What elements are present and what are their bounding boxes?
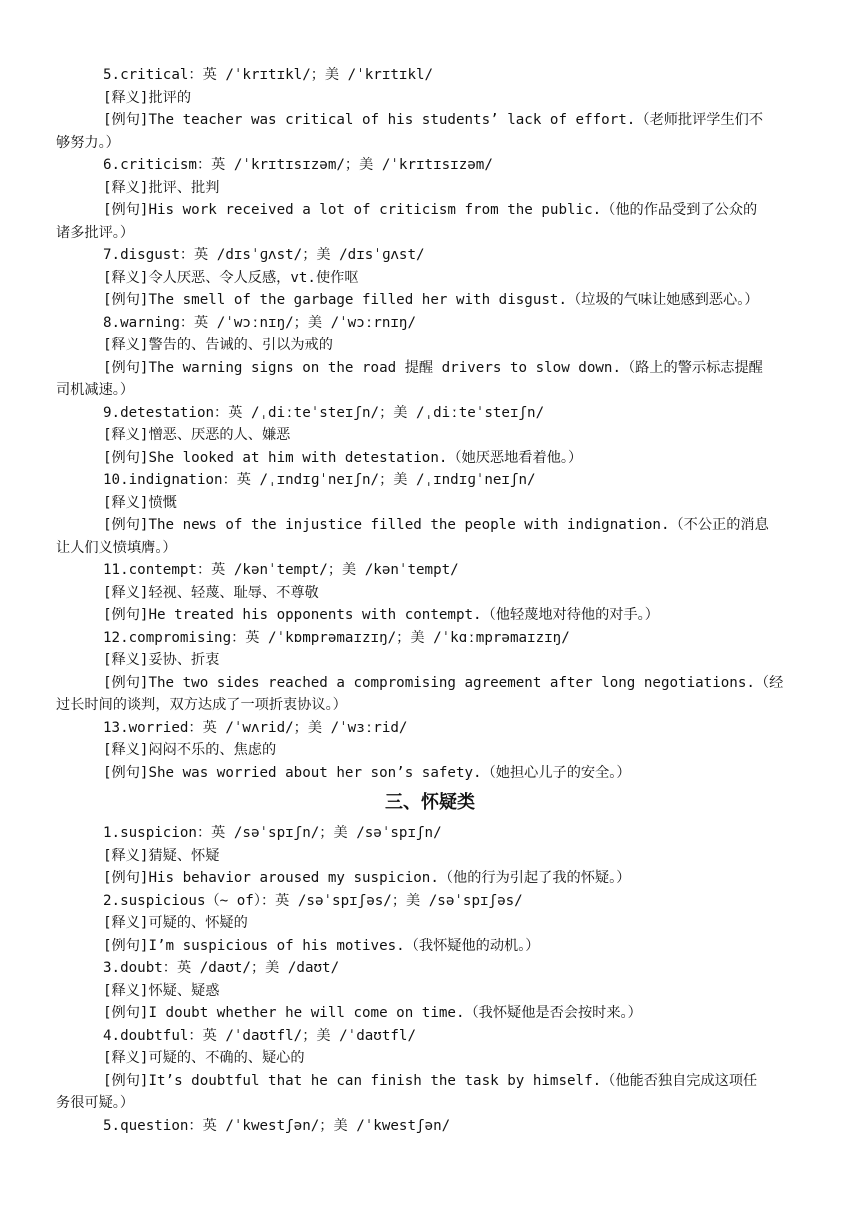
example-continuation-line: 够努力。） (56, 134, 120, 151)
example-continuation-line: 过长时间的谈判，双方达成了一项折衷协议。） (56, 697, 347, 713)
vocab-entry-line: 3.doubt：英 /daʊt/；美 /daʊt/ (103, 960, 340, 976)
document-page (0, 64, 860, 1137)
definition-line: [释义]愤慨 (103, 494, 177, 511)
example-continuation-line: 司机减速。） (56, 382, 135, 398)
definition-line: [释义]闷闷不乐的、焦虑的 (103, 742, 277, 758)
vocab-entry-line: 5.critical：英 /ˈkrɪtɪkl/；美 /ˈkrɪtɪkl/ (103, 67, 434, 83)
definition-line: [释义]怀疑、疑惑 (103, 982, 220, 999)
example-line: [例句]The two sides reached a compromising agreement after long negotiations.（经 (103, 674, 784, 691)
definition-line: [释义]警告的、告诫的、引以为戒的 (103, 337, 333, 353)
example-line: [例句]The smell of the garbage filled her with disgust.（垃圾的气味让她感到恶心。） (103, 292, 759, 308)
definition-line: [释义]妥协、折衷 (103, 652, 220, 668)
example-line: [例句]It’s doubtful that he can finish the task by himself.（他能否独自完成这项任 (103, 1072, 758, 1089)
definition-line: [释义]可疑的、怀疑的 (103, 915, 248, 931)
section-heading: 三、怀疑类 (385, 792, 475, 813)
definition-line: [释义]批评的 (103, 89, 192, 106)
vocab-entry-line: 6.criticism：英 /ˈkrɪtɪsɪzəm/；美 /ˈkrɪtɪsɪzəm/ (103, 157, 493, 173)
definition-line: [释义]批评、批判 (103, 179, 220, 196)
definition-line: [释义]令人厌恶、令人反感，vt.使作呕 (103, 269, 359, 286)
vocab-entry-line: 13.worried：英 /ˈwʌrid/；美 /ˈwɜːrid/ (103, 719, 408, 736)
vocab-entry-line: 2.suspicious（~ of）：英 /səˈspɪʃəs/；美 /səˈspɪʃəs/ (103, 892, 523, 909)
definition-line: [释义]猜疑、怀疑 (103, 847, 220, 864)
example-continuation-line: 让人们义愤填膺。） (56, 539, 177, 556)
example-line: [例句]The warning signs on the road 提醒 drivers to slow down.（路上的警示标志提醒 (103, 359, 763, 376)
example-line: [例句]I doubt whether he will come on time.（我怀疑他是否会按时来。） (103, 1005, 642, 1021)
example-continuation-line: 务很可疑。） (56, 1095, 135, 1111)
vocab-entry-line: 4.doubtful：英 /ˈdaʊtfl/；美 /ˈdaʊtfl/ (103, 1027, 416, 1044)
vocab-entry-line: 11.contempt：英 /kənˈtempt/；美 /kənˈtempt/ (103, 562, 459, 578)
example-line: [例句]He treated his opponents with contempt.（他轻蔑地对待他的对手。） (103, 607, 659, 623)
vocab-entry-line: 7.disgust：英 /dɪsˈɡʌst/；美 /dɪsˈɡʌst/ (103, 247, 425, 263)
example-line: [例句]The teacher was critical of his students’ lack of effort.（老师批评学生们不 (103, 112, 764, 128)
example-line: [例句]She was worried about her son’s safety.（她担心儿子的安全。） (103, 764, 631, 781)
vocab-entry-line: 5.question：英 /ˈkwestʃən/；美 /ˈkwestʃən/ (103, 1117, 451, 1134)
example-line: [例句]She looked at him with detestation.（她厌恶地看着他。） (103, 449, 583, 466)
definition-line: [释义]憎恶、厌恶的人、嫌恶 (103, 427, 291, 443)
example-line: [例句]The news of the injustice filled the people with indignation.（不公正的消息 (103, 517, 769, 533)
example-continuation-line: 诸多批评。） (56, 224, 135, 241)
definition-line: [释义]轻视、轻蔑、耻辱、不尊敬 (103, 584, 319, 601)
example-line: [例句]His work received a lot of criticism from the public.（他的作品受到了公众的 (103, 202, 758, 218)
example-line: [例句]I’m suspicious of his motives.（我怀疑他的动机。） (103, 937, 540, 954)
definition-line: [释义]可疑的、不确的、疑心的 (103, 1050, 305, 1066)
vocab-entry-line: 9.detestation：英 /ˌdiːteˈsteɪʃn/；美 /ˌdiːteˈsteɪʃn/ (103, 404, 545, 421)
vocab-entry-line: 10.indignation：英 /ˌɪndɪɡˈneɪʃn/；美 /ˌɪndɪɡˈneɪʃn/ (103, 472, 536, 488)
vocab-entry-line: 8.warning：英 /ˈwɔːnɪŋ/；美 /ˈwɔːrnɪŋ/ (103, 314, 416, 331)
vocab-entry-line: 1.suspicion：英 /səˈspɪʃn/；美 /səˈspɪʃn/ (103, 825, 442, 841)
vocab-entry-line: 12.compromising：英 /ˈkɒmprəmaɪzɪŋ/；美 /ˈkɑːmprəmaɪzɪŋ/ (103, 629, 570, 646)
example-line: [例句]His behavior aroused my suspicion.（他的行为引起了我的怀疑。） (103, 870, 631, 886)
